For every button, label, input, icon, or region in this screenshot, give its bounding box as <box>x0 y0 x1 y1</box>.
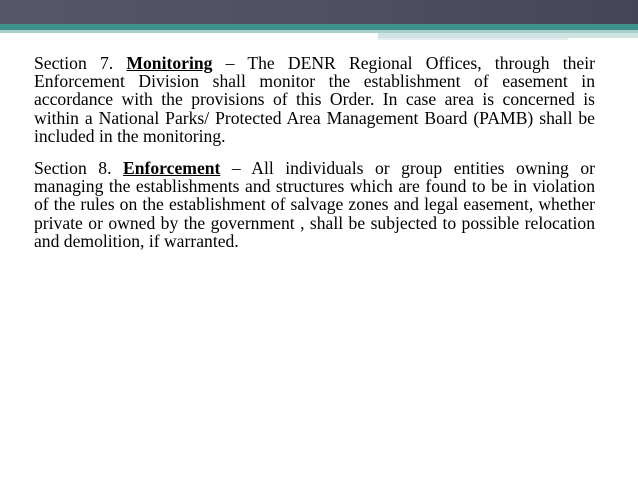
section-8-paragraph <box>34 159 595 250</box>
header-band <box>0 0 638 24</box>
section-8-body: – All individuals or group entities owning or managing the establishments and structures which are found to be in violation of the rules on the establishment of salvage zones and legal easement, whether private or owned by the government , shall be subjected to possible relocation and demolition, if warranted. <box>34 158 595 251</box>
section-7-paragraph <box>34 54 595 145</box>
section-7-prefix: Section 7. <box>34 53 114 73</box>
section-8-prefix: Section 8. <box>34 158 112 179</box>
section-8-keyword: Enforcement <box>123 158 221 179</box>
header-accent-bar-secondary <box>378 38 568 40</box>
section-7-body: – The DENR Regional Offices, through their Enforcement Division shall monitor the establishment of easement in accordance with the provisions of this Order. In case area is concerned is within a National Parks/ Protected Area Management Board (PAMB) shall be included in the monitoring. <box>34 53 595 146</box>
section-7-keyword: Monitoring <box>126 53 213 73</box>
slide-body <box>34 54 595 264</box>
